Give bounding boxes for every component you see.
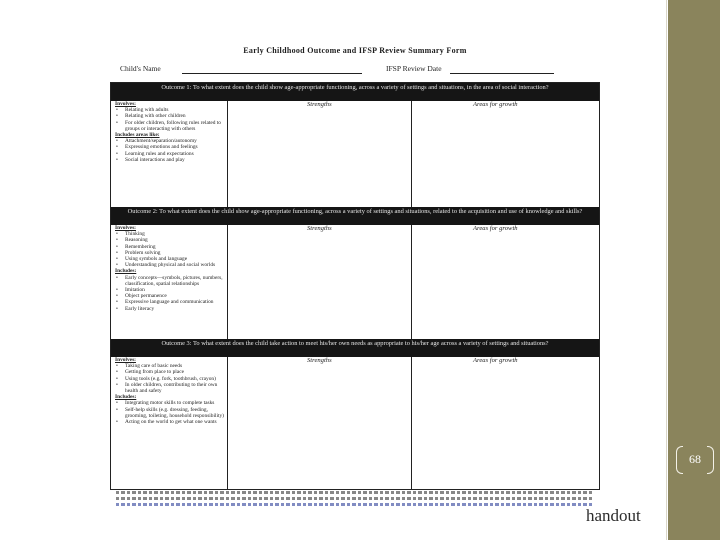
outcome-3-heading: Outcome 3: To what extent does the child take action to meet his/her own needs as appropriate to his/her age across a variety of settings and situations? bbox=[111, 339, 599, 357]
outcome-2-criteria bbox=[115, 225, 227, 312]
illegible-footer-print bbox=[110, 488, 600, 510]
column-divider bbox=[227, 83, 228, 489]
page-number: 68 bbox=[676, 444, 714, 474]
handout-caption: handout bbox=[586, 506, 641, 525]
list-item: • Self-help skills (e.g. dressing, feeding, grooming, toileting, household responsibility) bbox=[115, 407, 227, 419]
outcome-3-criteria bbox=[115, 357, 227, 425]
outcome-1-criteria bbox=[115, 101, 227, 163]
list-item: • Using symbols and language bbox=[115, 256, 227, 262]
growth-header: Areas for growth bbox=[473, 225, 518, 232]
list-item: • In older children, contributing to their own health and safety bbox=[115, 382, 227, 394]
side-band-edge bbox=[666, 0, 667, 540]
list-item: • Early concepts—symbols, pictures, numbers, classification, spatial relationships bbox=[115, 275, 227, 287]
review-date-label: IFSP Review Date bbox=[386, 64, 442, 73]
list-item: • Attachment/separation/autonomy bbox=[115, 138, 227, 144]
list-item: • Expressive language and communication bbox=[115, 299, 227, 305]
list-item: • Using tools (e.g. fork, toothbrush, crayon) bbox=[115, 376, 227, 382]
review-date-blank bbox=[450, 73, 554, 74]
list-item: • For older children, following rules related to groups or interacting with others bbox=[115, 120, 227, 132]
strengths-header: Strengths bbox=[307, 225, 332, 232]
list-item: • Remembering bbox=[115, 244, 227, 250]
list-item: • Problem solving bbox=[115, 250, 227, 256]
section-label: Includes: bbox=[115, 268, 137, 275]
growth-header: Areas for growth bbox=[473, 357, 518, 364]
fine-print-line bbox=[116, 497, 594, 500]
list-item: • Thinking bbox=[115, 231, 227, 237]
outcome-1-heading: Outcome 1: To what extent does the child show age-appropriate functioning, across a variety of settings and situations, in the area of social interaction? bbox=[111, 83, 599, 101]
outcome-2-heading: Outcome 2: To what extent does the child show age-appropriate functioning, across a variety of settings and situations, related to the acquisition and use of knowledge and skills? bbox=[111, 207, 599, 225]
list-item: • Acting on the world to get what one wants bbox=[115, 419, 227, 425]
section-label: Includes areas like: bbox=[115, 132, 160, 139]
list-item: • Learning rules and expectations bbox=[115, 151, 227, 157]
handout-document bbox=[110, 42, 600, 512]
list-item: • Reasoning bbox=[115, 237, 227, 243]
outcome-table bbox=[110, 82, 600, 490]
section-label: Involves: bbox=[115, 225, 136, 231]
section-label: Includes: bbox=[115, 394, 137, 401]
child-name-blank bbox=[182, 73, 362, 74]
section-label: Involves: bbox=[115, 101, 136, 107]
form-title: Early Childhood Outcome and IFSP Review Summary Form bbox=[243, 46, 467, 55]
strengths-header: Strengths bbox=[307, 101, 332, 108]
list-item: • Getting from place to place bbox=[115, 369, 227, 375]
column-divider bbox=[411, 83, 412, 489]
list-item: • Imitation bbox=[115, 287, 227, 293]
list-item: • Integrating motor skills to complete tasks bbox=[115, 400, 227, 406]
list-item: • Early literacy bbox=[115, 306, 227, 312]
list-item: • Social interactions and play bbox=[115, 157, 227, 163]
list-item: • Object permanence bbox=[115, 293, 227, 299]
list-item: • Understanding physical and social worlds bbox=[115, 262, 227, 268]
fine-print-line bbox=[116, 491, 594, 494]
list-item: • Taking care of basic needs bbox=[115, 363, 227, 369]
strengths-header: Strengths bbox=[307, 357, 332, 364]
list-item: • Expressing emotions and feelings bbox=[115, 144, 227, 150]
list-item: • Relating with adults bbox=[115, 107, 227, 113]
section-label: Involves: bbox=[115, 357, 136, 363]
fine-print-line bbox=[116, 503, 594, 506]
child-name-label: Child's Name bbox=[120, 64, 161, 73]
growth-header: Areas for growth bbox=[473, 101, 518, 108]
list-item: • Relating with other children bbox=[115, 113, 227, 119]
